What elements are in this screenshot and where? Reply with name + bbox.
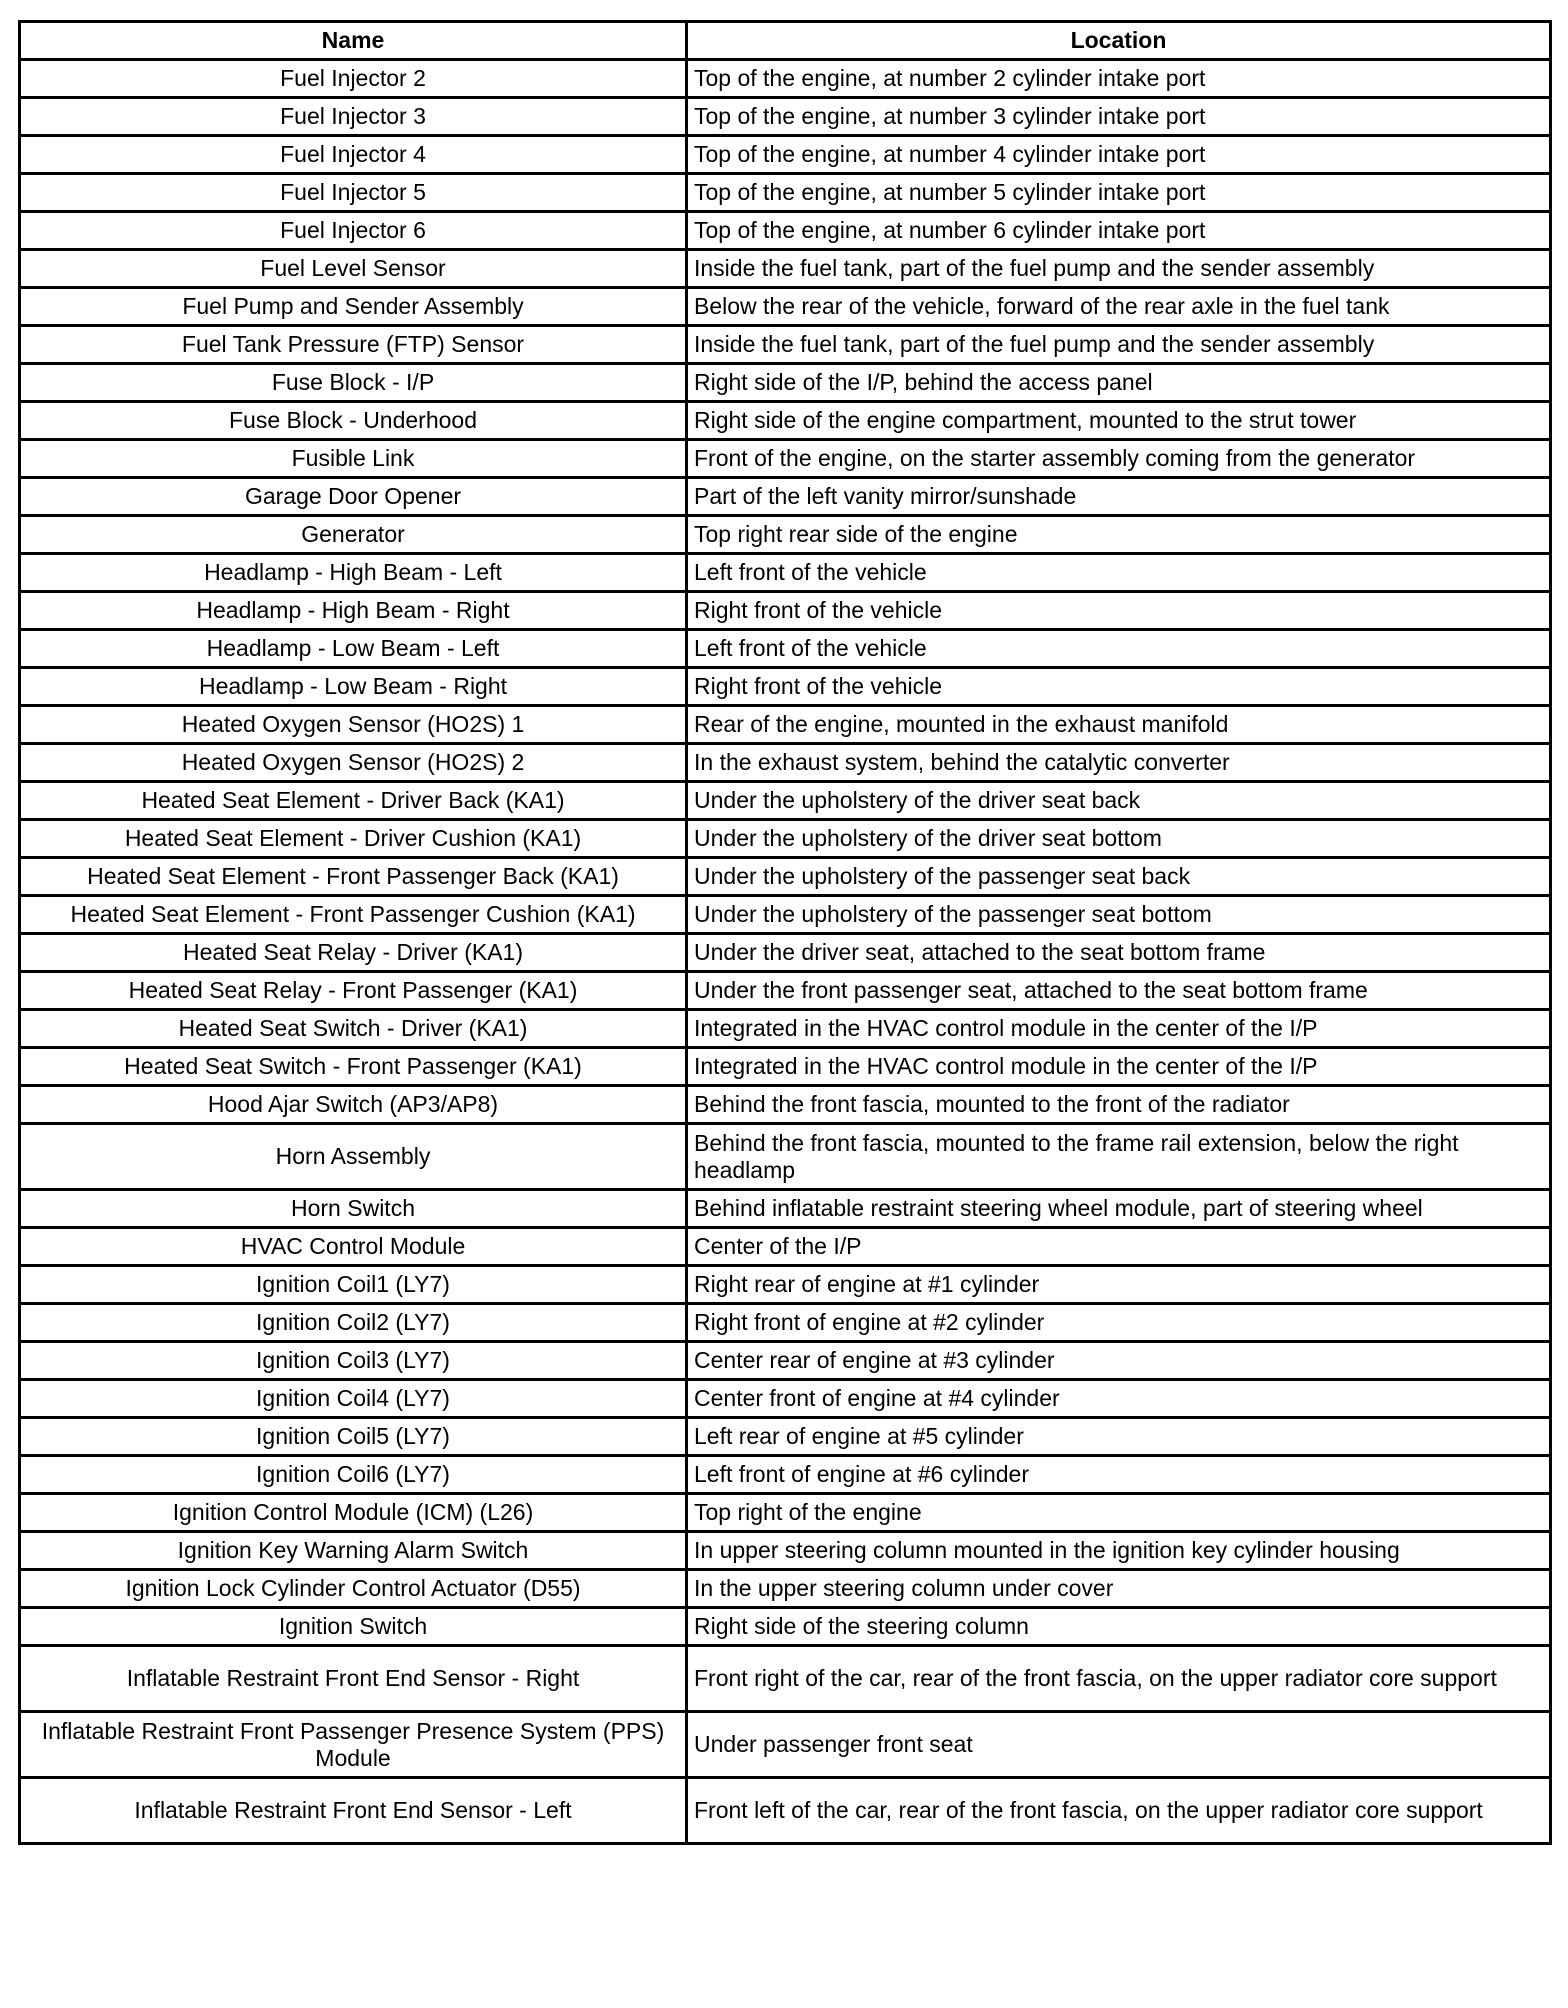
component-name-cell: Headlamp - Low Beam - Left [20,630,687,668]
component-location-cell: Under the upholstery of the driver seat back [687,782,1551,820]
component-name-cell: Heated Oxygen Sensor (HO2S) 1 [20,706,687,744]
table-row [20,1266,1551,1304]
table-row [20,1228,1551,1266]
component-name-cell: Heated Seat Element - Driver Back (KA1) [20,782,687,820]
table-row [20,1494,1551,1532]
component-name-cell: Inflatable Restraint Front End Sensor - Right [20,1646,687,1712]
component-location-cell: Left front of the vehicle [687,630,1551,668]
table-row [20,1712,1551,1778]
table-header-row [20,22,1551,60]
table-row [20,668,1551,706]
table-row [20,1418,1551,1456]
component-location-cell: Right side of the steering column [687,1608,1551,1646]
component-name-cell: Heated Seat Element - Driver Cushion (KA1) [20,820,687,858]
component-name-cell: Horn Switch [20,1190,687,1228]
component-location-cell: Part of the left vanity mirror/sunshade [687,478,1551,516]
component-location-cell: Under the front passenger seat, attached to the seat bottom frame [687,972,1551,1010]
table-row [20,592,1551,630]
table-row [20,60,1551,98]
component-location-cell: Under the upholstery of the passenger seat bottom [687,896,1551,934]
component-location-cell: Right rear of engine at #1 cylinder [687,1266,1551,1304]
component-name-cell: Heated Seat Element - Front Passenger Back (KA1) [20,858,687,896]
component-name-cell: Hood Ajar Switch (AP3/AP8) [20,1086,687,1124]
table-row [20,288,1551,326]
table-row [20,136,1551,174]
table-row [20,1570,1551,1608]
component-location-cell: Right front of the vehicle [687,592,1551,630]
table-row [20,782,1551,820]
component-location-table-page [18,20,1549,1845]
component-location-cell: Center rear of engine at #3 cylinder [687,1342,1551,1380]
component-location-cell: Under the upholstery of the passenger seat back [687,858,1551,896]
table-row [20,1304,1551,1342]
table-row [20,326,1551,364]
component-location-cell: Left rear of engine at #5 cylinder [687,1418,1551,1456]
component-name-cell: Fuel Tank Pressure (FTP) Sensor [20,326,687,364]
component-name-cell: Ignition Coil2 (LY7) [20,1304,687,1342]
component-name-cell: Ignition Switch [20,1608,687,1646]
component-name-cell: Headlamp - High Beam - Right [20,592,687,630]
component-name-cell: Fuel Injector 2 [20,60,687,98]
table-row [20,174,1551,212]
component-location-table [18,20,1552,1845]
component-location-cell: Top of the engine, at number 3 cylinder intake port [687,98,1551,136]
table-row [20,1010,1551,1048]
table-row [20,1190,1551,1228]
component-location-cell: Top of the engine, at number 5 cylinder intake port [687,174,1551,212]
component-name-cell: Heated Seat Relay - Driver (KA1) [20,934,687,972]
component-name-cell: Generator [20,516,687,554]
component-name-cell: Garage Door Opener [20,478,687,516]
component-location-cell: Front of the engine, on the starter assembly coming from the generator [687,440,1551,478]
component-location-cell: Center of the I/P [687,1228,1551,1266]
component-location-cell: Under the driver seat, attached to the seat bottom frame [687,934,1551,972]
table-row [20,98,1551,136]
component-location-cell: Behind inflatable restraint steering wheel module, part of steering wheel [687,1190,1551,1228]
component-name-cell: Inflatable Restraint Front End Sensor - Left [20,1778,687,1844]
table-row [20,820,1551,858]
component-name-cell: Fuel Pump and Sender Assembly [20,288,687,326]
table-row [20,1778,1551,1844]
component-name-cell: Ignition Coil1 (LY7) [20,1266,687,1304]
component-location-cell: Integrated in the HVAC control module in the center of the I/P [687,1048,1551,1086]
component-location-cell: Inside the fuel tank, part of the fuel pump and the sender assembly [687,326,1551,364]
component-location-cell: Left front of the vehicle [687,554,1551,592]
component-location-cell: Under passenger front seat [687,1712,1551,1778]
component-name-cell: Horn Assembly [20,1124,687,1190]
table-body [20,60,1551,1844]
table-row [20,744,1551,782]
table-row [20,1532,1551,1570]
table-row [20,478,1551,516]
table-row [20,1342,1551,1380]
table-row [20,630,1551,668]
component-location-cell: Center front of engine at #4 cylinder [687,1380,1551,1418]
table-row [20,554,1551,592]
component-name-cell: Headlamp - High Beam - Left [20,554,687,592]
table-row [20,1608,1551,1646]
component-location-cell: In the upper steering column under cover [687,1570,1551,1608]
table-row [20,1456,1551,1494]
component-name-cell: Heated Seat Switch - Front Passenger (KA1) [20,1048,687,1086]
table-row [20,1048,1551,1086]
table-row [20,858,1551,896]
component-location-cell: Top of the engine, at number 6 cylinder intake port [687,212,1551,250]
table-row [20,1646,1551,1712]
component-location-cell: Top right of the engine [687,1494,1551,1532]
component-location-cell: Right side of the engine compartment, mounted to the strut tower [687,402,1551,440]
component-name-cell: Ignition Coil4 (LY7) [20,1380,687,1418]
component-location-cell: Under the upholstery of the driver seat bottom [687,820,1551,858]
component-location-cell: Right front of the vehicle [687,668,1551,706]
component-name-cell: Inflatable Restraint Front Passenger Presence System (PPS) Module [20,1712,687,1778]
table-row [20,402,1551,440]
component-location-cell: Below the rear of the vehicle, forward of the rear axle in the fuel tank [687,288,1551,326]
component-name-cell: Heated Seat Element - Front Passenger Cushion (KA1) [20,896,687,934]
table-row [20,364,1551,402]
table-row [20,934,1551,972]
table-row [20,972,1551,1010]
component-name-cell: Ignition Key Warning Alarm Switch [20,1532,687,1570]
table-row [20,212,1551,250]
column-header-name: Name [20,22,687,60]
component-name-cell: Ignition Lock Cylinder Control Actuator (D55) [20,1570,687,1608]
component-name-cell: Fuse Block - I/P [20,364,687,402]
component-name-cell: Ignition Control Module (ICM) (L26) [20,1494,687,1532]
table-row [20,706,1551,744]
component-location-cell: Front right of the car, rear of the front fascia, on the upper radiator core support [687,1646,1551,1712]
component-location-cell: Integrated in the HVAC control module in the center of the I/P [687,1010,1551,1048]
component-name-cell: Fuel Injector 3 [20,98,687,136]
component-location-cell: Rear of the engine, mounted in the exhaust manifold [687,706,1551,744]
table-row [20,440,1551,478]
component-name-cell: Fuel Injector 5 [20,174,687,212]
component-name-cell: Headlamp - Low Beam - Right [20,668,687,706]
table-row [20,1086,1551,1124]
table-row [20,1380,1551,1418]
table-row [20,896,1551,934]
component-location-cell: Right front of engine at #2 cylinder [687,1304,1551,1342]
component-name-cell: Heated Oxygen Sensor (HO2S) 2 [20,744,687,782]
component-location-cell: Top of the engine, at number 2 cylinder intake port [687,60,1551,98]
table-row [20,250,1551,288]
component-location-cell: Top of the engine, at number 4 cylinder intake port [687,136,1551,174]
component-location-cell: In upper steering column mounted in the ignition key cylinder housing [687,1532,1551,1570]
component-location-cell: Behind the front fascia, mounted to the front of the radiator [687,1086,1551,1124]
component-location-cell: In the exhaust system, behind the catalytic converter [687,744,1551,782]
component-location-cell: Inside the fuel tank, part of the fuel pump and the sender assembly [687,250,1551,288]
component-name-cell: HVAC Control Module [20,1228,687,1266]
component-name-cell: Fuel Level Sensor [20,250,687,288]
component-name-cell: Ignition Coil5 (LY7) [20,1418,687,1456]
component-name-cell: Fuel Injector 6 [20,212,687,250]
component-location-cell: Front left of the car, rear of the front fascia, on the upper radiator core support [687,1778,1551,1844]
table-row [20,1124,1551,1190]
component-name-cell: Ignition Coil6 (LY7) [20,1456,687,1494]
component-name-cell: Heated Seat Relay - Front Passenger (KA1) [20,972,687,1010]
component-location-cell: Left front of engine at #6 cylinder [687,1456,1551,1494]
component-name-cell: Fuel Injector 4 [20,136,687,174]
component-location-cell: Top right rear side of the engine [687,516,1551,554]
component-name-cell: Ignition Coil3 (LY7) [20,1342,687,1380]
component-location-cell: Behind the front fascia, mounted to the frame rail extension, below the right headlamp [687,1124,1551,1190]
component-name-cell: Fusible Link [20,440,687,478]
component-name-cell: Heated Seat Switch - Driver (KA1) [20,1010,687,1048]
component-name-cell: Fuse Block - Underhood [20,402,687,440]
component-location-cell: Right side of the I/P, behind the access panel [687,364,1551,402]
table-row [20,516,1551,554]
column-header-location: Location [687,22,1551,60]
